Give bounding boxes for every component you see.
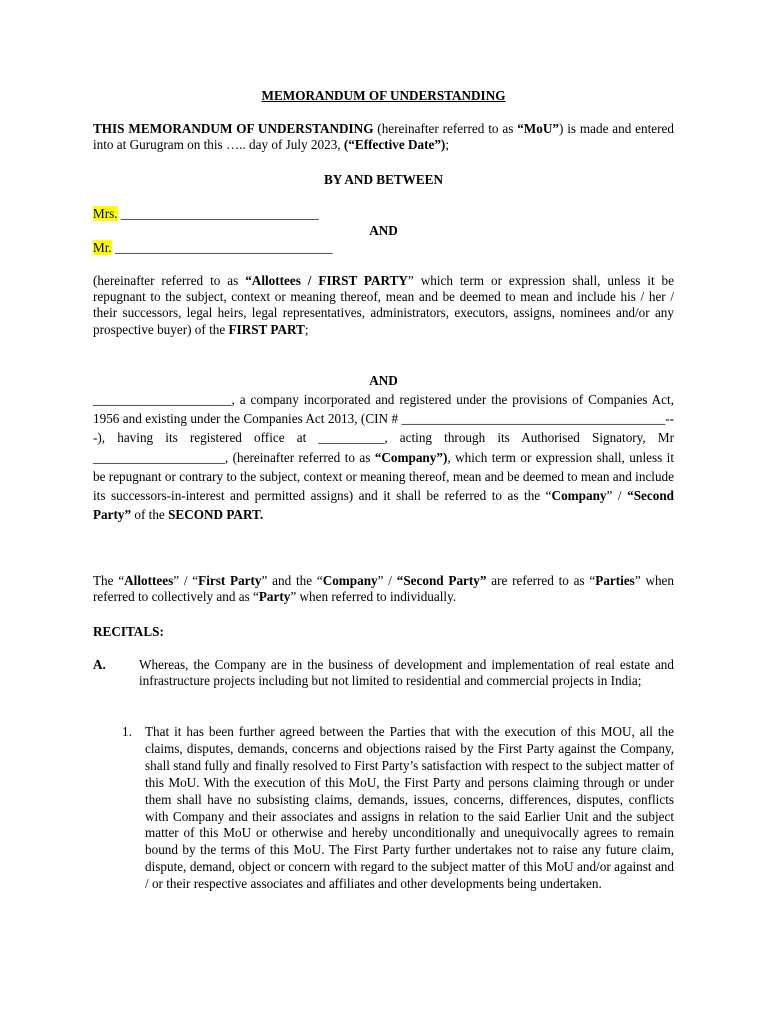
- first-party-text: ;: [304, 321, 309, 337]
- company-text: ” /: [606, 488, 628, 504]
- company-term: Company: [551, 488, 607, 504]
- recital-a-text: Whereas, the Company are in the business of development and implementation of real estate and infrastructure projects including but not limited to residential and commercial projects in India;: [139, 657, 674, 689]
- mou-term: “MoU”: [517, 121, 559, 136]
- company-text: _____________________, a company incorporated and registered under the provisions of Companies Act, 1956 and existing under the Companies Act 2013, (CIN # ________________________________________---), having its registered office at __________, acting through its Authorised Signatory, Mr ____________________, (hereinafter referred to as: [93, 392, 674, 465]
- intro-lead: THIS MEMORANDUM OF UNDERSTANDING: [93, 121, 374, 136]
- company-paragraph: [93, 390, 674, 524]
- mrs-label: Mrs.: [93, 206, 118, 221]
- parties-paragraph: [93, 573, 674, 605]
- parties-term: First Party: [198, 573, 262, 588]
- mr-blank: _________________________________: [111, 240, 333, 255]
- item-1-text: That it has been further agreed between the Parties that with the execution of this MOU, all the claims, disputes, demands, concerns and objections raised by the First Party against the Company, shall stand fully and finally resolved to First Party’s satisfaction with respect to the subject matter of this MoU. With the execution of this MoU, the First Party and persons claiming through or under them shall have no subsisting claims, demands, issues, concerns, differences, disputes, conflicts with Company and their associates and assigns in relation to the said Earlier Unit and the subject matter of this MoU or otherwise and hereby unconditionally and unequivocally agrees to remain bound by the terms of this MoU. The First Party further undertakes not to raise any future claim, dispute, demand, object or concern with regard to the subject matter of this MoU and/or against and / or their respective associates and affiliates and other developments being undertaken.: [145, 724, 674, 892]
- recitals-heading: RECITALS:: [93, 624, 164, 639]
- parties-text: ” when referred to individually.: [290, 589, 457, 605]
- company-text: of the: [131, 507, 169, 523]
- recital-a: [93, 657, 674, 689]
- mr-signature-line: [93, 240, 333, 256]
- document-title: MEMORANDUM OF UNDERSTANDING: [261, 88, 506, 103]
- second-party-term: “Second Party”: [93, 488, 674, 523]
- parties-term: “Second Party”: [396, 573, 487, 588]
- company-text: , which term or expression shall, unless it be repugnant or contrary to the subject, context or meaning thereof, mean and be deemed to mean and include its successors-in-interest and permitted assigns) and it shall be referred to as the “: [93, 449, 674, 504]
- and-separator-1: AND: [369, 223, 398, 238]
- recital-item-1: [122, 724, 674, 893]
- mrs-blank: ______________________________: [117, 206, 319, 221]
- item-1-label: 1.: [122, 724, 132, 739]
- first-part-term: FIRST PART: [228, 321, 305, 337]
- parties-term: Allottees: [124, 573, 174, 588]
- intro-text: ;: [445, 137, 449, 153]
- intro-paragraph: [93, 121, 674, 153]
- first-party-term: “Allottees / FIRST PARTY: [245, 273, 408, 288]
- recital-a-label: A.: [93, 657, 106, 672]
- intro-text: ) is made and entered into at Gurugram on this ….. day of July 2023,: [93, 121, 674, 153]
- effective-date-term: (“Effective Date”): [343, 137, 446, 153]
- parties-text: ” and the “: [261, 573, 323, 588]
- by-and-between-heading: BY AND BETWEEN: [324, 172, 443, 187]
- parties-term: Parties: [595, 573, 635, 588]
- mrs-signature-line: [93, 206, 319, 222]
- and-separator-2: AND: [369, 373, 398, 388]
- parties-text: ” / “: [173, 573, 199, 588]
- intro-text: (hereinafter referred to as: [373, 121, 518, 136]
- parties-text: ” /: [377, 573, 397, 588]
- mr-label: Mr.: [93, 240, 112, 255]
- parties-text: The “: [93, 573, 125, 588]
- parties-text: ” when referred to collectively and as “: [93, 573, 675, 605]
- first-party-text: ” which term or expression shall, unless it be repugnant to the subject, context or meaning thereof, mean and be deemed to mean and include his / her / their successors, legal heirs, legal representatives, administrators, executors, assigns, nominees and/or any prospective buyer) of the: [93, 273, 674, 337]
- first-party-paragraph: [93, 273, 674, 338]
- company-term: “Company”): [374, 449, 448, 465]
- parties-term: Party: [258, 589, 291, 605]
- parties-text: are referred to as “: [486, 573, 596, 588]
- second-part-term: SECOND PART.: [168, 507, 264, 523]
- first-party-text: (hereinafter referred to as: [93, 273, 246, 288]
- parties-term: Company: [322, 573, 378, 588]
